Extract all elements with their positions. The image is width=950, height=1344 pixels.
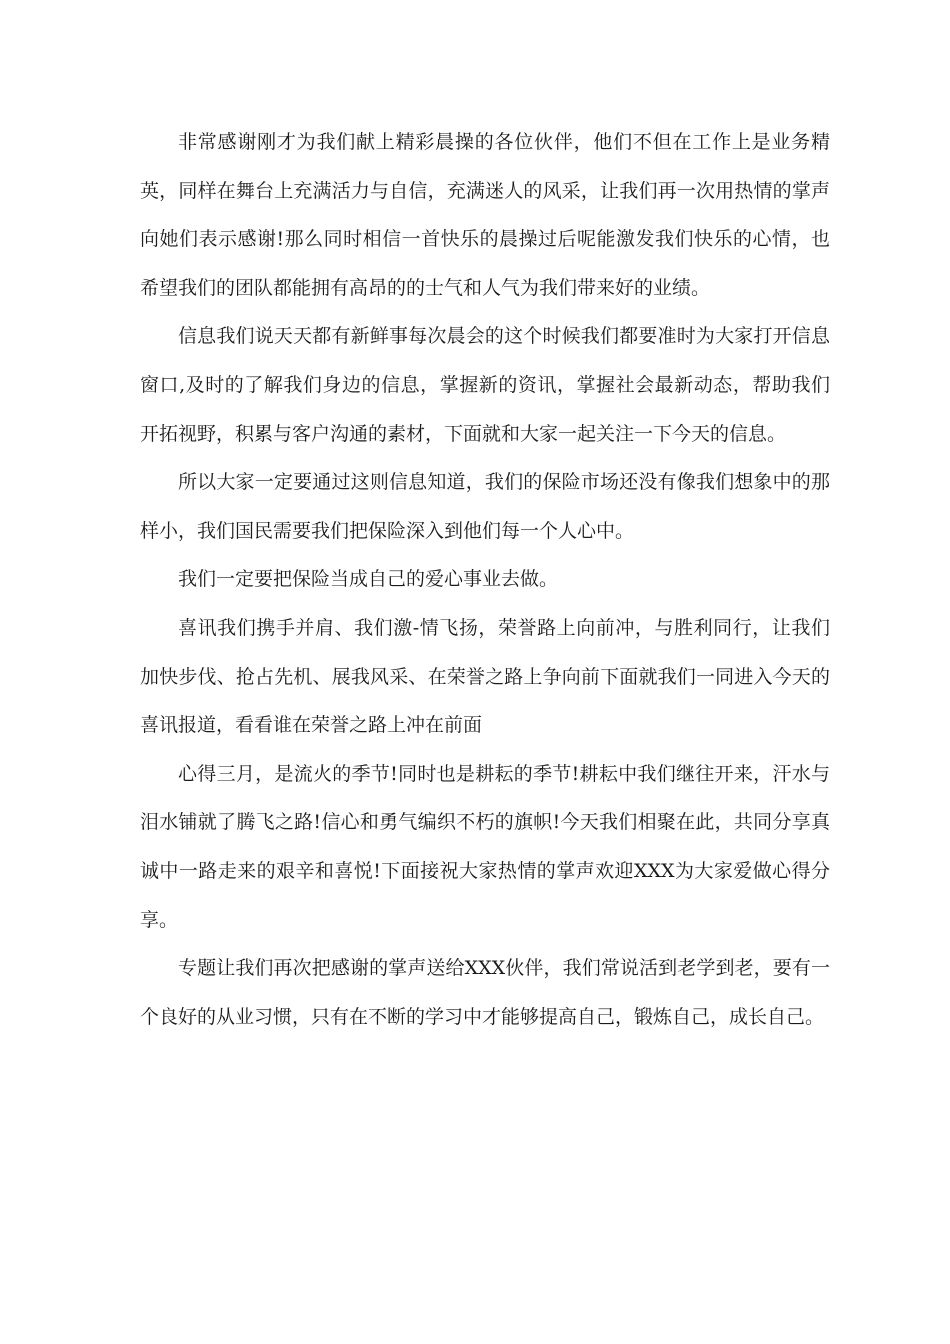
document-body: [140, 118, 830, 1041]
paragraph-insurance-career: 我们一定要把保险当成自己的爱心事业去做。: [178, 568, 559, 591]
paragraph-information: 信息我们说天天都有新鲜事每次晨会的这个时候我们都要准时为大家打开信息窗口,及时的了解我们身边的信息，掌握新的资讯，掌握社会最新动态，帮助我们开拓视野，积累与客户沟通的素材，下面就和大家一起关注一下今天的信息。: [140, 325, 830, 445]
paragraph-morning-exercise: 非常感谢刚才为我们献上精彩晨操的各位伙伴，他们不但在工作上是业务精英，同样在舞台上充满活力与自信，充满迷人的风采，让我们再一次用热情的掌声向她们表示感谢!那么同时相信一首快乐的晨操过后呢能激发我们快乐的心情，也希望我们的团队都能拥有高昂的的士气和人气为我们带来好的业绩。: [140, 131, 830, 299]
paragraph-experience-sharing: 心得三月，是流火的季节!同时也是耕耘的季节!耕耘中我们继往开来，汗水与泪水铺就了腾飞之路!信心和勇气编织不朽的旗帜!今天我们相聚在此，共同分享真诚中一路走来的艰辛和喜悦!下面接祝大家热情的掌声欢迎XXX为大家爱做心得分享。: [140, 762, 830, 931]
paragraph-good-news: 喜讯我们携手并肩、我们激-情飞扬，荣誉路上向前冲，与胜利同行，让我们加快步伐、抢占先机、展我风采、在荣誉之路上争向前下面就我们一同进入今天的喜讯报道，看看谁在荣誉之路上冲在前面: [140, 616, 830, 737]
paragraph-insurance-market: 所以大家一定要通过这则信息知道，我们的保险市场还没有像我们想象中的那样小，我们国民需要我们把保险深入到他们每一个人心中。: [140, 471, 830, 542]
paragraph-special-topic: 专题让我们再次把感谢的掌声送给XXX伙伴，我们常说活到老学到老，要有一个良好的从业习惯，只有在不断的学习中才能够提高自己，锻炼自己，成长自己。: [140, 957, 830, 1028]
